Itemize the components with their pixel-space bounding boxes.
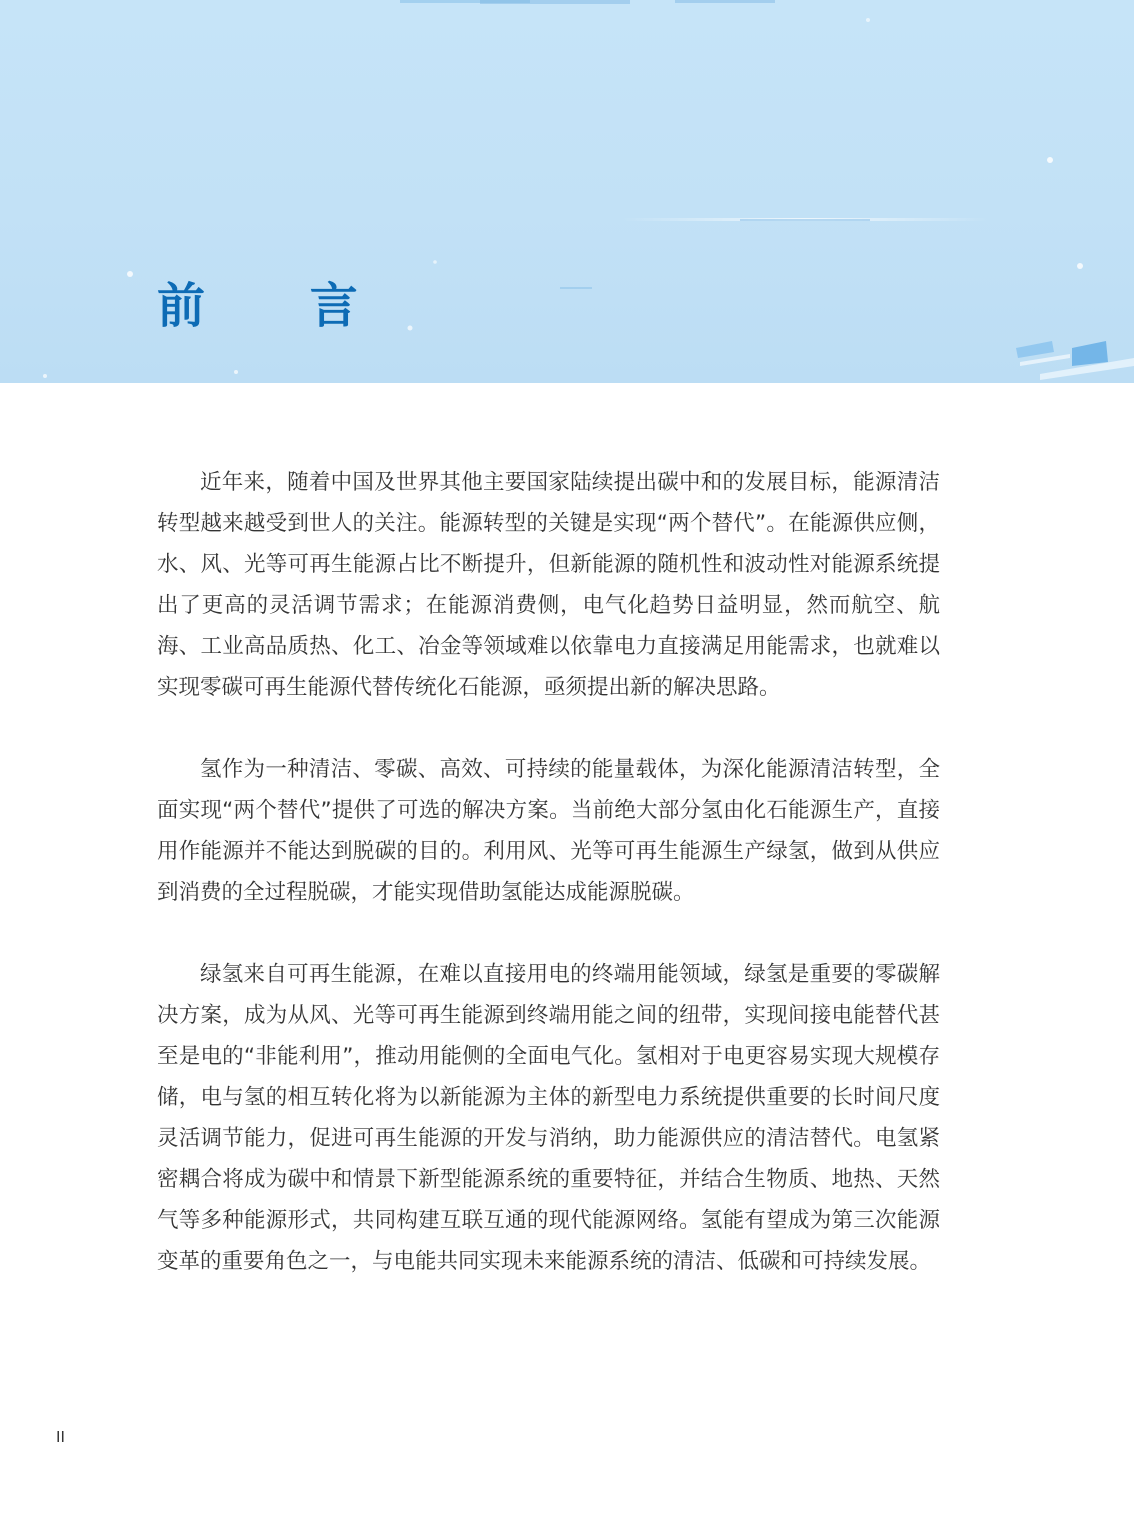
page-title: 前 言 (157, 278, 402, 334)
paragraph-2: 氢作为一种清洁、零碳、高效、可持续的能量载体，为深化能源清洁转型，全面实现“两个替代”提供了可选的解决方案。当前绝大部分氢由化石能源生产，直接用作能源并不能达到脱碳的目的。利用风、光等可再生能源生产绿氢，做到从供应到消费的全过程脱碳，才能实现借助氢能达成能源脱碳。 (157, 757, 940, 905)
page-number: II (56, 1429, 65, 1446)
body-text (157, 462, 940, 1323)
paragraph-3: 绿氢来自可再生能源，在难以直接用电的终端用能领域，绿氢是重要的零碳解决方案，成为从风、光等可再生能源到终端用能之间的纽带，实现间接电能替代甚至是电的“非能利用”，推动用能侧的全面电气化。氢相对于电更容易实现大规模存储，电与氢的相互转化将为以新能源为主体的新型电力系统提供重要的长时间尺度灵活调节能力，促进可再生能源的开发与消纳，助力能源供应的清洁替代。电氢紧密耦合将成为碳中和情景下新型能源系统的重要特征，并结合生物质、地热、天然气等多种能源形式，共同构建互联互通的现代能源网络。氢能有望成为第三次能源变革的重要角色之一，与电能共同实现未来能源系统的清洁、低碳和可持续发展。 (157, 962, 940, 1274)
paragraph-1: 近年来，随着中国及世界其他主要国家陆续提出碳中和的发展目标，能源清洁转型越来越受到世人的关注。能源转型的关键是实现“两个替代”。在能源供应侧，水、风、光等可再生能源占比不断提升，但新能源的随机性和波动性对能源系统提出了更高的灵活调节需求；在能源消费侧，电气化趋势日益明显，然而航空、航海、工业高品质热、化工、冶金等领域难以依靠电力直接满足用能需求，也就难以实现零碳可再生能源代替传统化石能源，亟须提出新的解决思路。 (157, 470, 940, 700)
